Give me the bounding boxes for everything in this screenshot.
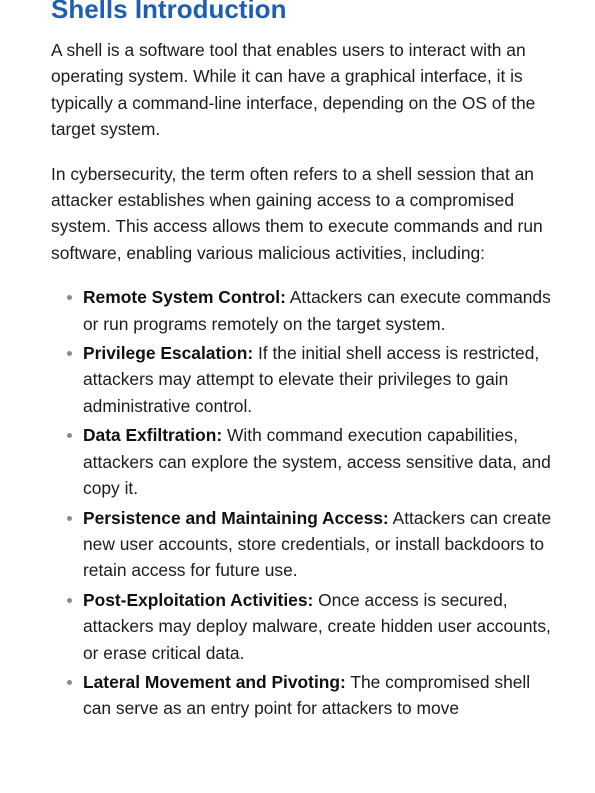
activities-list (51, 284, 561, 722)
list-item-term: Post-Exploitation Activities: (83, 589, 314, 610)
list-item-term: Privilege Escalation: (83, 343, 254, 364)
bullet-icon (67, 351, 72, 356)
list-item (51, 284, 561, 337)
list-item-text: With command execution capabilities, attackers can explore the system, access sensitive data, and copy it. (83, 425, 551, 499)
bullet-icon (67, 680, 72, 685)
list-item-term: Remote System Control: (83, 287, 286, 308)
list-item (51, 340, 561, 419)
bullet-icon (67, 295, 72, 300)
intro-paragraph-2: In cybersecurity, the term often refers to a shell session that an attacker establishes when gaining access to a compromised system. This access allows them to execute commands and run software, enabling various malicious activities, including: (51, 163, 543, 263)
list-item (51, 422, 561, 501)
bullet-icon (67, 598, 72, 603)
list-item-text: Attackers can create new user accounts, store credentials, or install backdoors to retain access for future use. (83, 507, 552, 581)
article (51, 0, 561, 725)
list-item-text: If the initial shell access is restricted, attackers may attempt to elevate their privileges to gain administrative control. (83, 343, 540, 416)
list-item-term: Lateral Movement and Pivoting: (83, 671, 346, 692)
intro-paragraph-1: A shell is a software tool that enables users to interact with an operating system. While it can have a graphical interface, it is typically a command-line interface, depending on the OS of the target system. (51, 40, 536, 140)
list-item-text: Once access is secured, attackers may deploy malware, create hidden user accounts, or erase critical data. (83, 589, 551, 663)
list-item (51, 587, 561, 666)
bullet-icon (67, 516, 72, 521)
list-item (51, 505, 561, 584)
section-heading: Shells Introduction (51, 0, 287, 24)
list-item-text: Attackers can execute commands or run programs remotely on the target system. (83, 287, 551, 334)
list-item (51, 669, 561, 722)
list-item-term: Persistence and Maintaining Access: (83, 507, 389, 528)
list-item-text: The compromised shell can serve as an entry point for attackers to move (83, 671, 531, 719)
list-item-term: Data Exfiltration: (83, 425, 223, 446)
bullet-icon (67, 433, 72, 438)
